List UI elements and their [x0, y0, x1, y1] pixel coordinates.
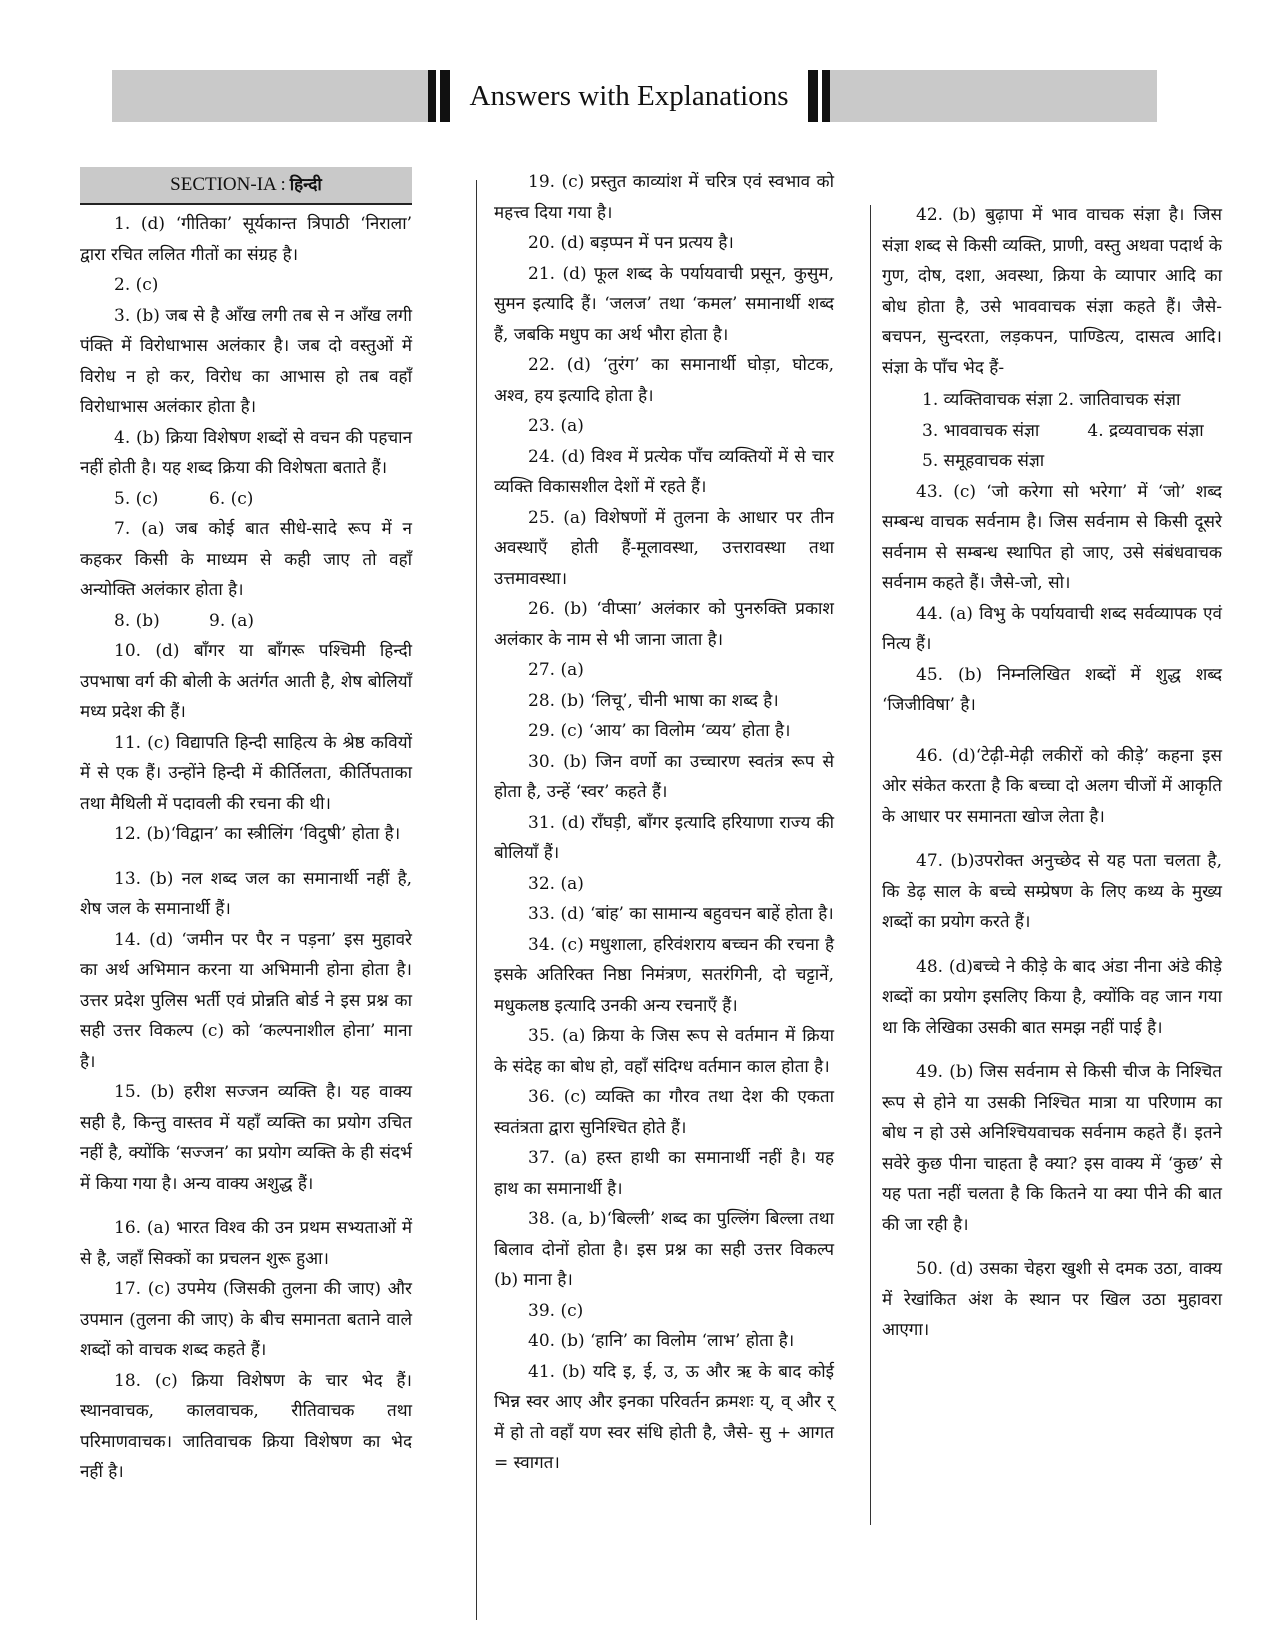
- list-entry: 4. द्रव्यवाचक संज्ञा: [1087, 420, 1204, 441]
- list-entry: 3. भाववाचक संज्ञा: [922, 420, 1040, 441]
- answer-item: 4. (b) क्रिया विशेषण शब्दों से वचन की पहचान नहीं होती है। यह शब्द क्रिया की विशेषता बताते हैं।: [80, 427, 412, 478]
- answer-item: 45. (b) निम्नलिखित शब्दों में शुद्ध शब्द ‘जिजीविषा’ है।: [882, 664, 1222, 715]
- answer-item: 38. (a, b)‘बिल्ली’ शब्द का पुल्लिंग बिल्ला तथा बिलाव दोनों होता है। इस प्रश्न का सही उत्तर विकल्प (b) माना है।: [494, 1209, 834, 1290]
- section-name: हिन्दी: [289, 174, 322, 195]
- list-entry: 1. व्यक्तिवाचक संज्ञा: [922, 390, 1053, 410]
- answer-item: 34. (c) मधुशाला, हरिवंशराय बच्चन की रचना है इसके अतिरिक्त निष्ठा निमंत्रण, सतरंगिनी, दो चट्टानें, मधुकलष्ठ इत्यादि उनकी अन्य रचनाएँ हैं।: [494, 934, 834, 1016]
- answer-item: 25. (a) विशेषणों में तुलना के आधार पर तीन अवस्थाएँ होती हैं-मूलावस्था, उत्तरावस्था तथा उत्तमावस्था।: [494, 507, 834, 589]
- answer-item: 20. (d) बड़प्पन में पन प्रत्यय है।: [528, 233, 734, 253]
- answer-item: 48. (d)बच्चे ने कीड़े के बाद अंडा नीना अंडे कीड़े शब्दों का प्रयोग इसलिए किया है, क्योंकि वह जान गया था कि लेखिका उसकी बात समझ नहीं पाई है।: [882, 956, 1222, 1038]
- answer-item: 30. (b) जिन वर्णो का उच्चारण स्वतंत्र रूप से होता है, उन्हें ‘स्वर’ कहते हैं।: [494, 751, 834, 802]
- answer-item: 18. (c) क्रिया विशेषण के चार भेद हैं। स्थानवाचक, कालवाचक, रीतिवाचक तथा परिमाणवाचक। जातिवाचक क्रिया विशेषण का भेद नहीं है।: [80, 1370, 412, 1482]
- noun-types-list: [882, 385, 1222, 477]
- answer-item: 10. (d) बाँगर या बाँगरू पश्चिमी हिन्दी उपभाषा वर्ग की बोली के अतंर्गत आती है, शेष बोलियाँ मध्य प्रदेश की हैं।: [80, 641, 412, 722]
- answer-item: 42. (b) बुढ़ापा में भाव वाचक संज्ञा है। जिस संज्ञा शब्द से किसी व्यक्ति, प्राणी, वस्तु अथवा पदार्थ के गुण, दोष, दशा, अवस्था, क्रिया के व्यापार आदि का बोध होता है, उसे भाववाचक संज्ञा कहते हैं। जैसे-बचपन, सुन्दरता, लड़कपन, पाण्डित्य, दासत्व आदि। संज्ञा के पाँच भेद हैं-: [882, 205, 1222, 378]
- answer-item: 41. (b) यदि इ, ई, उ, ऊ और ऋ के बाद कोई भिन्न स्वर आए और इनका परिवर्तन क्रमशः य्, व् और र् में हो तो वहाँ यण स्वर संधि होती है, जैसे- सु + आगत = स्वागत।: [494, 1361, 834, 1473]
- answer-item: 1. (d) ‘गीतिका’ सूर्यकान्त त्रिपाठी ‘निराला’ द्वारा रचित ललित गीतों का संग्रह है।: [80, 214, 412, 265]
- answer-item: 19. (c) प्रस्तुत काव्यांश में चरित्र एवं स्वभाव को महत्त्व दिया गया है।: [494, 172, 834, 223]
- answer-item: 37. (a) हस्त हाथी का समानार्थी नहीं है। यह हाथ का समानार्थी है।: [494, 1148, 834, 1199]
- answer-item: 24. (d) विश्व में प्रत्येक पाँच व्यक्तियों में से चार व्यक्ति विकासशील देशों में रहते हैं।: [494, 446, 834, 497]
- answer-item: 17. (c) उपमेय (जिसकी तुलना की जाए) और उपमान (तुलना की जाए) के बीच समानता बताने वाले शब्दों को वाचक शब्द कहते हैं।: [80, 1279, 412, 1360]
- answer-item: 23. (a): [528, 416, 584, 436]
- section-heading: [80, 167, 412, 205]
- answer-item: 26. (b) ‘वीप्सा’ अलंकार को पुनरुक्ति प्रकाश अलंकार के नाम से भी जाना जाता है।: [494, 599, 834, 650]
- answer-item: 21. (d) फूल शब्द के पर्यायवाची प्रसून, कुसुम, सुमन इत्यादि हैं। ‘जलज’ तथा ‘कमल’ समानार्थी शब्द हैं, जबकि मधुप का अर्थ भौरा होता है।: [494, 263, 834, 345]
- answer-item: 43. (c) ‘जो करेगा सो भरेगा’ में ‘जो’ शब्द सम्बन्ध वाचक सर्वनाम है। जिस सर्वनाम से किसी दूसरे सर्वनाम से सम्बन्ध स्थापित हो जाए, उसे संबंधवाचक सर्वनाम कहते हैं। जैसे-जो, सो।: [882, 481, 1222, 593]
- answer-item: 35. (a) क्रिया के जिस रूप से वर्तमान में क्रिया के संदेह का बोध हो, वहाँ संदिग्ध वर्तमान काल होता है।: [494, 1026, 834, 1077]
- answer-item: 50. (d) उसका चेहरा खुशी से दमक उठा, वाक्य में रेखांकित अंश के स्थान पर खिल उठा मुहावरा आएगा।: [882, 1259, 1222, 1340]
- header-title-box: [428, 70, 830, 122]
- answer-item: 29. (c) ‘आय’ का विलोम ‘व्यय’ होता है।: [528, 721, 791, 741]
- answer-item: 36. (c) व्यक्ति का गौरव तथा देश की एकता स्वतंत्रता द्वारा सुनिश्चित होते हैं।: [494, 1087, 834, 1138]
- answers-column-3: [882, 200, 1222, 1346]
- answer-item: 31. (d) राँघड़ी, बाँगर इत्यादि हरियाणा राज्य की बोलियाँ हैं।: [494, 812, 834, 863]
- answer-item: 32. (a): [528, 873, 584, 894]
- section-prefix: SECTION-IA :: [170, 173, 286, 195]
- list-item: [922, 416, 1222, 447]
- answers-column-2: [494, 167, 834, 1479]
- answer-item: 16. (a) भारत विश्व की उन प्रथम सभ्यताओं में से है, जहाँ सिक्कों का प्रचलन शुरू हुआ।: [80, 1218, 412, 1269]
- list-entry: 5. समूहवाचक संज्ञा: [922, 451, 1045, 471]
- answer-item: 27. (a): [528, 660, 584, 680]
- answer-item: 40. (b) ‘हानि’ का विलोम ‘लाभ’ होता है।: [528, 1331, 795, 1351]
- list-item: [922, 385, 1222, 416]
- answer-item: 9. (a): [209, 610, 255, 631]
- page-title: Answers with Explanations: [469, 79, 789, 112]
- answer-pair: [114, 484, 412, 515]
- answer-item: 11. (c) विद्यापति हिन्दी साहित्य के श्रेष्ठ कवियों में से एक हैं। उन्होंने हिन्दी में कीर्तिलता, कीर्तिपताका तथा मैथिली में पदावली की रचना की थी।: [80, 732, 412, 814]
- answer-item: 49. (b) जिस सर्वनाम से किसी चीज के निश्चित रूप से होने या उसकी निश्चित मात्रा या परिणाम का बोध न हो उसे अनिश्चियवाचक सर्वनाम कहते हैं। इतने सवेरे कुछ पीना चाहता है क्या? इस वाक्य में ‘कुछ’ से यह पता नहीं चलता है कि कितने या क्या पीने की बात की जा रही है।: [882, 1062, 1222, 1235]
- answer-item: 6. (c): [209, 488, 254, 509]
- answer-item: 33. (d) ‘बांह’ का सामान्य बहुवचन बाहें होता है।: [528, 904, 834, 924]
- answer-item: 13. (b) नल शब्द जल का समानार्थी नहीं है, शेष जल के समानार्थी हैं।: [80, 868, 412, 919]
- answer-item: 14. (d) ‘जमीन पर पैर न पड़ना’ इस मुहावरे का अर्थ अभिमान करना या अभिमानी होना होता है। उत्तर प्रदेश पुलिस भर्ती एवं प्रोन्नति बोर्ड ने इस प्रश्न का सही उत्तर विकल्प (c) को ‘कल्पनाशील होना’ माना है।: [80, 929, 412, 1072]
- answer-item: 7. (a) जब कोई बात सीधे-सादे रूप में न कहकर किसी के माध्यम से कही जाए तो वहाँ अन्योक्ति अलंकार होता है।: [80, 519, 412, 600]
- answers-column-1: [80, 167, 412, 1488]
- answer-item: 12. (b)‘विद्वान’ का स्त्रीलिंग ‘विदुषी’ होता है।: [114, 824, 401, 844]
- answer-item: 15. (b) हरीश सज्जन व्यक्ति है। यह वाक्य सही है, किन्तु वास्तव में यहाँ व्यक्ति का प्रयोग उचित नहीं है, क्योंकि ‘सज्जन’ का प्रयोग व्यक्ति के ही संदर्भ में किया गया है। अन्य वाक्य अशुद्ध हैं।: [80, 1082, 412, 1194]
- answer-item: 2. (c): [114, 275, 159, 295]
- answer-item: 28. (b) ‘लिचू’, चीनी भाषा का शब्द है।: [528, 690, 779, 711]
- answer-item: 22. (d) ‘तुरंग’ का समानार्थी घोड़ा, घोटक, अश्व, हय इत्यादि होता है।: [494, 355, 834, 406]
- column-divider: [476, 180, 477, 1620]
- column-divider: [870, 205, 871, 1525]
- list-item: [922, 446, 1222, 477]
- answer-item: 46. (d)‘टेढ़ी-मेढ़ी लकीरों को कीड़े’ कहना इस ओर संकेत करता है कि बच्चा दो अलग चीजों में आकृति के आधार पर समानता खोज लेता है।: [882, 745, 1222, 827]
- answer-item: 8. (b): [114, 610, 160, 631]
- answer-item: 39. (c): [528, 1300, 584, 1321]
- answer-item: 44. (a) विभु के पर्यायवाची शब्द सर्वव्यापक एवं नित्य हैं।: [882, 603, 1222, 654]
- answer-item: 3. (b) जब से है आँख लगी तब से न आँख लगी पंक्ति में विरोधाभास अलंकार है। जब दो वस्तुओं में विरोध न हो कर, विरोध का आभास हो तब वहाँ विरोधाभास अलंकार होता है।: [80, 305, 412, 417]
- answer-item: 47. (b)उपरोक्त अनुच्छेद से यह पता चलता है, कि डेढ़ साल के बच्चे सम्प्रेषण के लिए कथ्य के मुख्य शब्दों का प्रयोग करते हैं।: [882, 851, 1222, 932]
- answer-item: 5. (c): [114, 488, 159, 509]
- answer-pair: [114, 606, 412, 637]
- list-entry: 2. जातिवाचक संज्ञा: [1057, 390, 1181, 410]
